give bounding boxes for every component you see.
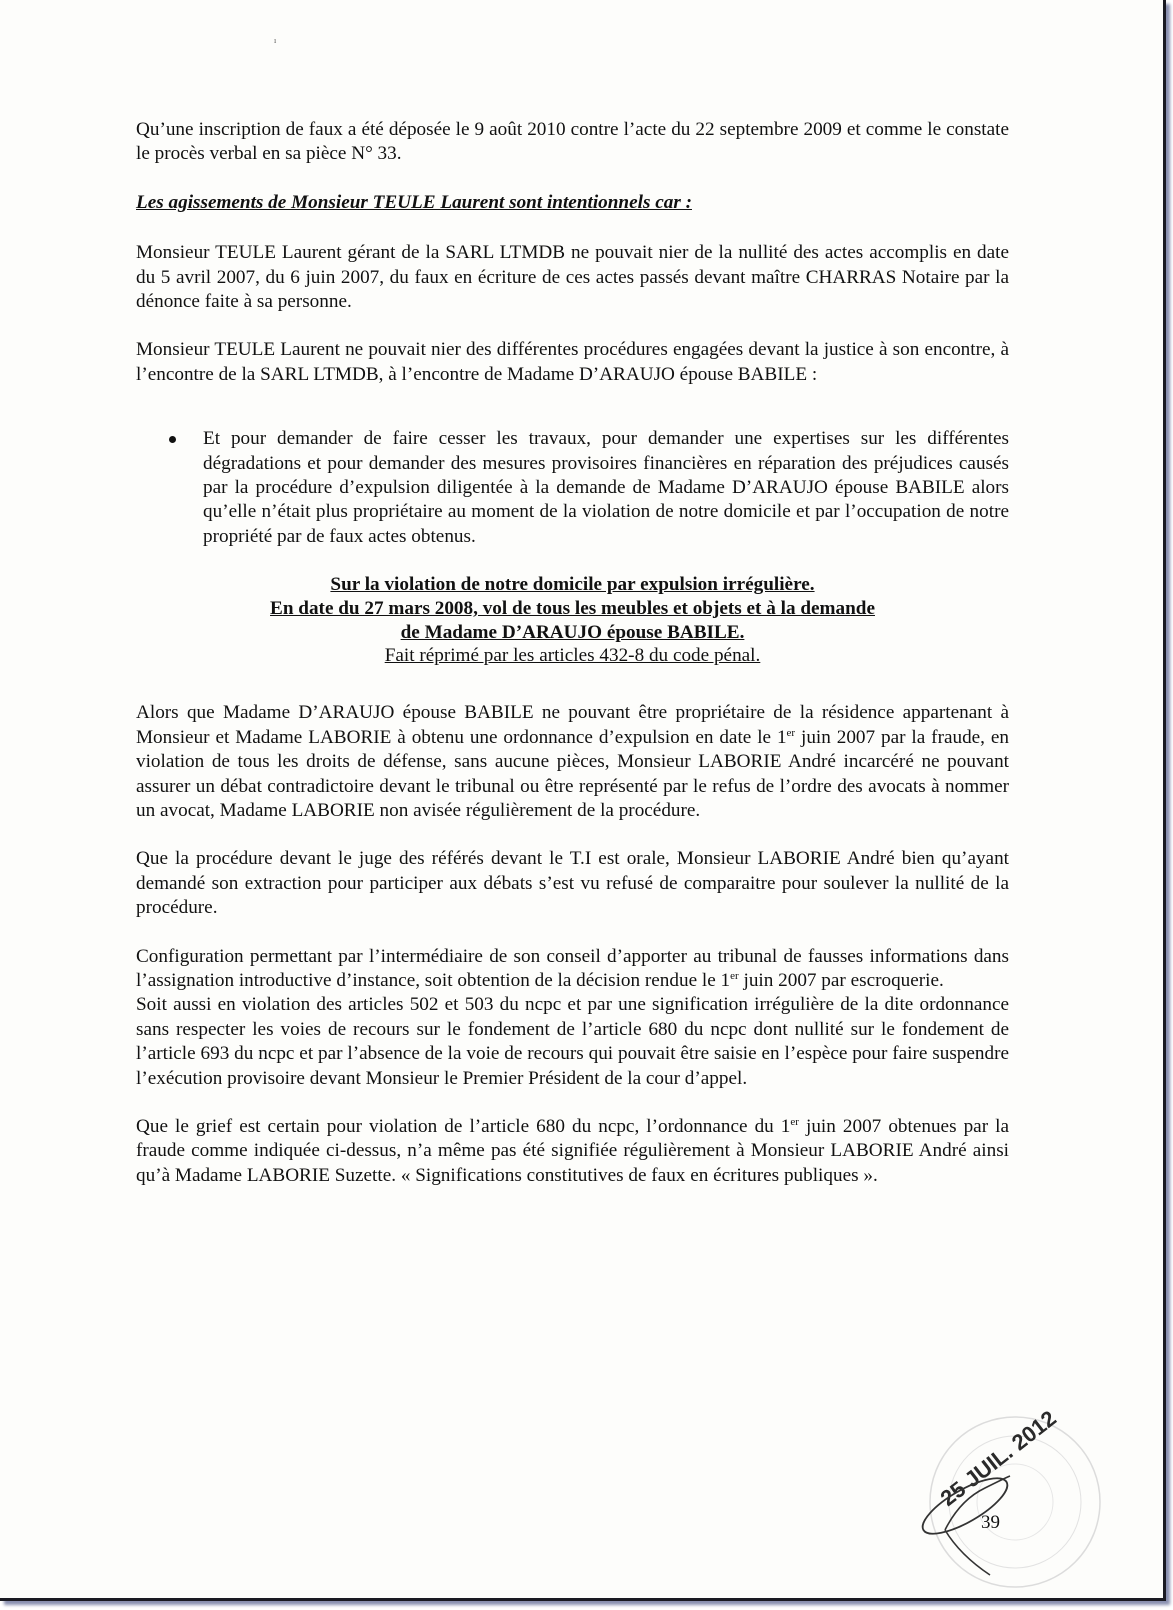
paragraph-ordonnance-expulsion	[136, 701, 1009, 823]
date-stamp-signature	[890, 1410, 1140, 1590]
paragraph-procedure-orale: Que la procédure devant le juge des référés devant le T.I est orale, Monsieur LABORIE André bien qu’ayant demandé son extraction pour participer aux débats s’est vu refusé de comparaitre pour soulever la nullité de la procédure.	[136, 848, 1009, 919]
heading-agissements-teule: Les agissements de Monsieur TEULE Laurent sont intentionnels car :	[136, 191, 692, 213]
superscript: er	[790, 1115, 799, 1128]
superscript: er	[786, 726, 796, 739]
list-item	[203, 427, 1009, 549]
paragraph-teule-procedures: Monsieur TEULE Laurent ne pouvait nier des différentes procédures engagées devant la justice à son encontre, à l’encontre de la SARL LTMDB, à l’encontre de Madame D’ARAUJO épouse BABILE :	[136, 339, 1009, 385]
svg-text:25 JUIL. 2012: 25 JUIL. 2012	[935, 1410, 1061, 1511]
paragraph-teule-nullite: Monsieur TEULE Laurent gérant de la SARL LTMDB ne pouvait nier de la nullité des actes accomplis en date du 5 avril 2007, du 6 juin 2007, du faux en écriture de ces actes passés devant maître CHARRAS Notaire par la dénonce faite à sa personne.	[136, 242, 1009, 313]
paragraph-grief	[136, 1115, 1009, 1188]
paragraph-configuration	[136, 945, 1009, 994]
text-segment: juin 2007 obtenues par la fraude comme indiquée ci-dessus, n’a même pas été signifiée régulièrement à Monsieur LABORIE André ainsi qu’à Madame LABORIE Suzette. « Significations constitutives de faux en écritures publiques ».	[136, 1115, 1009, 1186]
section-title-line-3: de Madame D’ARAUJO épouse BABILE.	[400, 622, 745, 644]
text-segment: juin 2007 par la fraude, en violation de tous les droits de défense, sans aucune pièces, Monsieur LABORIE André incarcéré ne pouvant assurer un débat contradictoire devant le tribunal ou être représenté par le refus de l’ordre des avocats à nommer un avocat, Madame LABORIE non avisée régulièrement de la procédure.	[136, 726, 1009, 821]
section-title-line-2: En date du 27 mars 2008, vol de tous les meubles et objets et à la demande	[270, 598, 875, 620]
bullet-text: Et pour demander de faire cesser les travaux, pour demander une expertises sur les différentes dégradations et pour demander des mesures provisoires financières en réparation des préjudices causés par la procédure d’expulsion diligentée à la demande de Madame D’ARAUJO épouse BABILE alors qu’elle n’était plus propriétaire au moment de la violation de notre domicile et par l’occupation de notre propriété par de faux actes obtenus.	[203, 428, 1009, 547]
paragraph-violation-articles: Soit aussi en violation des articles 502 et 503 du ncpc et par une signification irrégulière de la dite ordonnance sans respecter les voies de recours sur le fondement de l’article 680 du ncpc dont nullité sur le fondement de l’article 693 du ncpc et par l’absence de la voie de recours qui pouvait être saisie en l’espèce pour faire suspendre l’exécution provisoire devant Monsieur le Premier Président de la cour d’appel.	[136, 994, 1009, 1089]
bullet-icon	[169, 436, 176, 443]
document-body	[136, 118, 1009, 1212]
seal-icon	[890, 1410, 1140, 1590]
paragraph-inscription-faux: Qu’une inscription de faux a été déposée le 9 août 2010 contre l’acte du 22 septembre 2009 et comme le constate le procès verbal en sa pièce N° 33.	[136, 119, 1009, 165]
corner-mark: ı	[274, 36, 277, 45]
text-segment: juin 2007 par escroquerie.	[738, 969, 944, 991]
text-segment: Configuration permettant par l’intermédiaire de son conseil d’apporter au tribunal de fausses informations dans l’assignation introductive d’instance, soit obtention de la décision rendue le 1	[136, 945, 1009, 991]
section-title-violation-domicile	[136, 573, 1009, 667]
page-number: 39	[981, 1512, 1000, 1533]
section-title-line-4: Fait réprimé par les articles 432-8 du code pénal.	[384, 645, 761, 667]
section-title-line-1: Sur la violation de notre domicile par expulsion irrégulière.	[330, 574, 815, 596]
text-segment: Que le grief est certain pour violation de l’article 680 du ncpc, l’ordonnance du 1	[136, 1115, 791, 1137]
superscript: er	[730, 969, 739, 982]
bullet-list	[136, 427, 1009, 549]
text-segment: Alors que Madame D’ARAUJO épouse BABILE ne pouvant être propriétaire de la résidence appartenant à Monsieur et Madame LABORIE à obtenu une ordonnance d’expulsion en date le 1	[136, 702, 1009, 748]
